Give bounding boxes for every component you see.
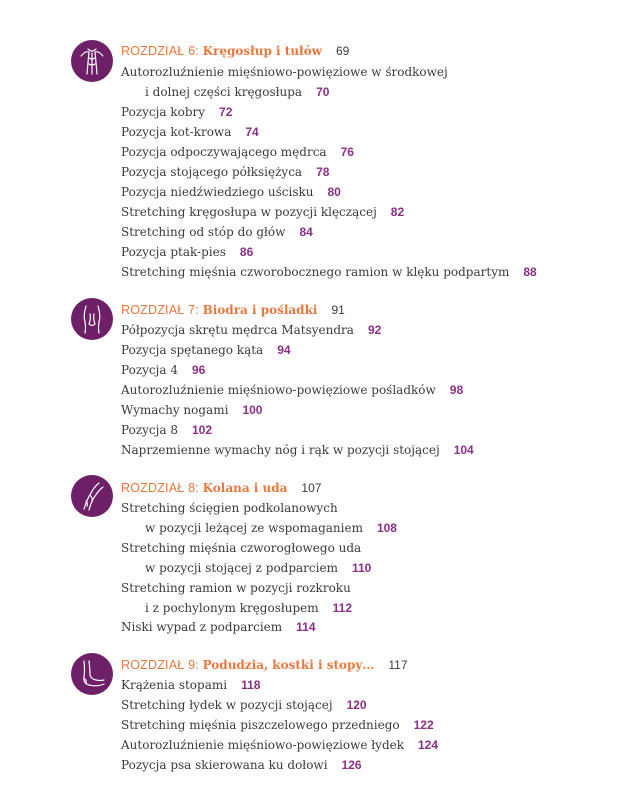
chapter-page: 117 [388, 658, 408, 672]
hips-icon [71, 298, 113, 340]
toc-entry[interactable] [121, 182, 341, 202]
entry-text: Autorozluźnienie mięśniowo-powięziowe łydek [121, 738, 404, 752]
toc-entry[interactable] [121, 142, 354, 162]
entry-page: 118 [241, 678, 261, 692]
entry-page: 92 [367, 323, 382, 337]
toc-entry[interactable] [121, 675, 260, 695]
entry-text: Stretching mięśnia piszczelowego przedniego [121, 718, 400, 732]
chapter-title: Kolana i uda [202, 481, 288, 495]
entry-page: 82 [390, 205, 405, 219]
entry-page: 114 [296, 620, 316, 634]
chapter-heading[interactable] [121, 41, 349, 61]
entry-text: Pozycja kot-krowa [121, 125, 232, 139]
chapter-label: ROZDZIAŁ 7: [121, 303, 203, 317]
entry-page: 110 [351, 561, 372, 575]
toc-entry[interactable] [121, 320, 381, 340]
entry-page: 124 [418, 738, 439, 752]
toc-entry[interactable] [121, 440, 474, 460]
entry-text: Stretching mięśnia czworobocznego ramion w klęku podpartym [121, 265, 510, 279]
toc-entry[interactable] [145, 518, 397, 538]
entry-text: Pozycja stojącego półksiężyca [121, 165, 303, 179]
toc-entry[interactable] [145, 598, 352, 618]
toc-entry[interactable] [121, 735, 438, 755]
entry-text: Stretching łydek w pozycji stojącej [121, 698, 333, 712]
entry-page: 98 [449, 383, 464, 397]
toc-entry[interactable] [121, 122, 259, 142]
entry-text: Pozycja ptak-pies [121, 245, 226, 259]
entry-page: 120 [346, 698, 367, 712]
entry-text: Wymachy nogami [121, 403, 229, 417]
entry-page: 94 [277, 343, 291, 357]
entry-page: 72 [219, 105, 233, 119]
entry-text: Pozycja kobry [121, 105, 206, 119]
entry-page: 88 [523, 265, 537, 279]
toc-entry[interactable] [121, 380, 463, 400]
entry-text: Pozycja niedźwiedziego uścisku [121, 185, 314, 199]
toc-entry[interactable] [121, 262, 537, 282]
toc-entry[interactable] [121, 420, 212, 440]
foot-icon [71, 653, 113, 695]
entry-page: 108 [376, 521, 397, 535]
entry-page: 74 [245, 125, 259, 139]
toc-entry[interactable] [121, 222, 313, 242]
entry-text: w pozycji stojącej z podparciem [145, 561, 338, 575]
toc-entry[interactable] [145, 558, 371, 578]
chapter-page: 107 [301, 481, 322, 495]
chapter-page: 69 [336, 44, 350, 58]
entry-text: Stretching ścięgien podkolanowych [121, 501, 338, 515]
chapter-title: Podudzia, kostki i stopy… [202, 658, 375, 672]
entry-text: i dolnej części kręgosłupa [145, 85, 303, 99]
toc-entry[interactable] [121, 755, 362, 775]
entry-text: Półpozycja skrętu mędrca Matsyendra [121, 323, 354, 337]
entry-page: 126 [341, 758, 362, 772]
knee-icon [71, 475, 113, 517]
entry-page: 86 [239, 245, 254, 259]
chapter-heading[interactable] [121, 300, 345, 320]
entry-text: Pozycja 4 [121, 363, 178, 377]
toc-entry[interactable] [121, 715, 434, 735]
entry-page: 76 [340, 145, 354, 159]
toc-entry[interactable] [121, 102, 232, 122]
toc-entry[interactable] [145, 82, 329, 102]
toc-entry[interactable] [121, 360, 205, 380]
chapter-title: Kręgosłup i tułów [202, 44, 322, 58]
toc-entry[interactable] [121, 202, 404, 222]
entry-text: Autorozluźnienie mięśniowo-powięziowe w środkowej [121, 65, 448, 79]
entry-text: Pozycja odpoczywającego mędrca [121, 145, 327, 159]
torso-back-icon [71, 40, 113, 82]
entry-text: Naprzemienne wymachy nóg i rąk w pozycji stojącej [121, 443, 440, 457]
toc-entry[interactable] [121, 695, 367, 715]
entry-text: Pozycja 8 [121, 423, 178, 437]
entry-page: 96 [191, 363, 206, 377]
entry-page: 70 [316, 85, 330, 99]
chapter-title: Biodra i pośladki [202, 303, 318, 317]
entry-page: 100 [242, 403, 263, 417]
chapter-label: ROZDZIAŁ 6: [121, 44, 203, 58]
toc-entry[interactable] [121, 242, 253, 262]
entry-page: 102 [191, 423, 212, 437]
entry-page: 80 [327, 185, 341, 199]
entry-text: Pozycja psa skierowana ku dołowi [121, 758, 328, 772]
entry-text: Stretching od stóp do głów [121, 225, 286, 239]
entry-page: 78 [316, 165, 330, 179]
entry-text: i z pochylonym kręgosłupem [145, 601, 319, 615]
entry-page: 112 [332, 601, 353, 615]
chapter-heading[interactable] [121, 655, 408, 675]
toc-entry[interactable] [121, 162, 329, 182]
entry-text: Niski wypad z podparciem [121, 620, 283, 634]
entry-text: Stretching ramion w pozycji rozkroku [121, 581, 351, 595]
entry-page: 122 [413, 718, 434, 732]
chapter-heading[interactable] [121, 478, 321, 498]
entry-text: Stretching kręgosłupa w pozycji klęczącej [121, 205, 377, 219]
chapter-label: ROZDZIAŁ 9: [121, 658, 203, 672]
toc-entry[interactable] [121, 617, 316, 637]
toc-entry[interactable] [121, 578, 351, 598]
entry-text: w pozycji leżącej ze wspomaganiem [145, 521, 363, 535]
toc-entry[interactable] [121, 498, 338, 518]
toc-entry[interactable] [121, 538, 361, 558]
entry-text: Stretching mięśnia czworogłowego uda [121, 541, 362, 555]
entry-text: Pozycja spętanego kąta [121, 343, 264, 357]
toc-entry[interactable] [121, 400, 262, 420]
entry-text: Krążenia stopami [121, 678, 228, 692]
chapter-page: 91 [331, 303, 345, 317]
entry-page: 84 [299, 225, 313, 239]
toc-entry[interactable] [121, 340, 291, 360]
entry-text: Autorozluźnienie mięśniowo-powięziowe pośladków [121, 383, 436, 397]
entry-page: 104 [453, 443, 474, 457]
toc-entry[interactable] [121, 62, 448, 82]
chapter-label: ROZDZIAŁ 8: [121, 481, 203, 495]
